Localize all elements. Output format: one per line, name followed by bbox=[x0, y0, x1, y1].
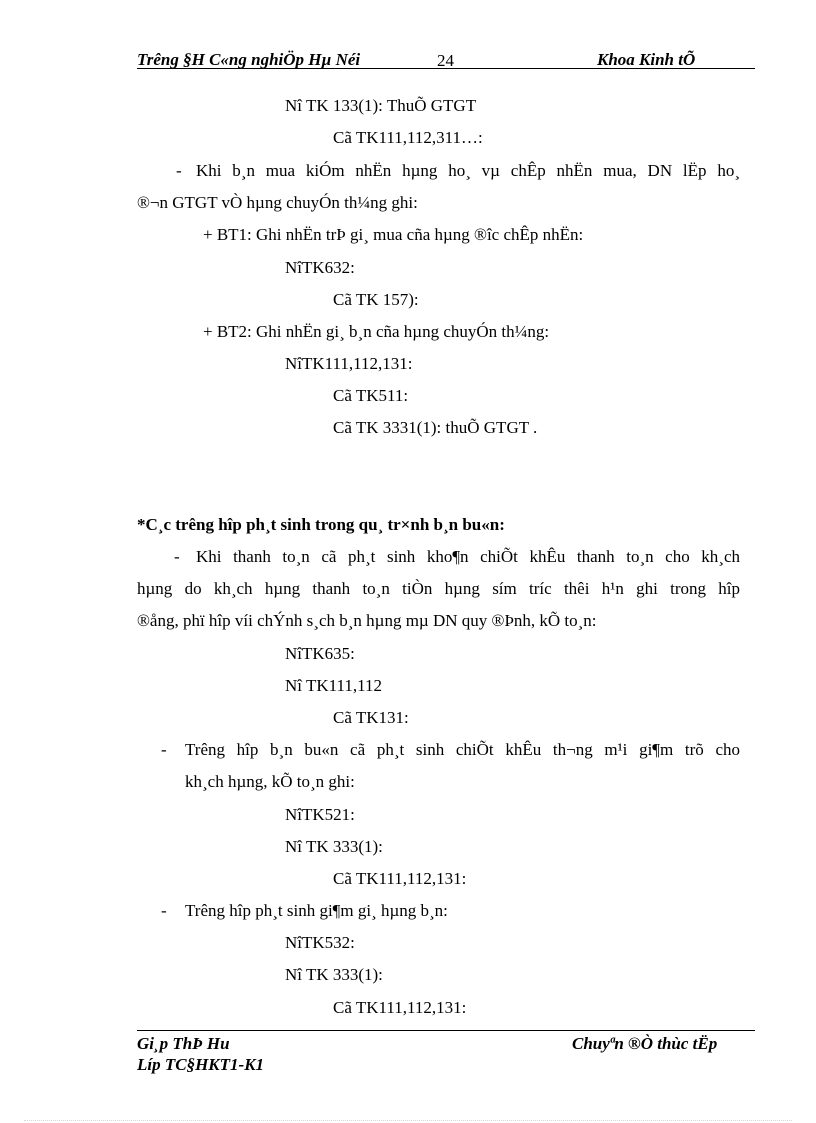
paragraph-line: Khi thanh to¸n cã ph¸t sinh kho¶n chiÕt khÊu thanh to¸n cho kh¸ch bbox=[196, 547, 740, 566]
paragraph-line: hµng do kh¸ch hµng thanh to¸n tiÒn hµng sím tríc thêi h¹n ghi trong hîp bbox=[137, 579, 740, 598]
header-school: Trêng §H C«ng nghiÖp Hµ Néi bbox=[137, 50, 361, 69]
page-number: 24 bbox=[437, 51, 454, 70]
footer-class: Líp TC§HKT1-K1 bbox=[137, 1055, 265, 1074]
entry-credit-511: Cã TK511: bbox=[333, 386, 409, 405]
footer-title: Chuyªn ®Ò thùc tËp bbox=[572, 1034, 718, 1053]
entry-debit-133: Nî TK 133(1): ThuÕ GTGT bbox=[285, 96, 477, 115]
bullet-dash: - bbox=[161, 740, 167, 759]
paragraph-line: ®¬n GTGT vÒ hµng chuyÓn th¼ng ghi: bbox=[137, 193, 418, 212]
entry-credit-131: Cã TK131: bbox=[333, 708, 409, 727]
footer-author: Gi¸p ThÞ Hu bbox=[137, 1034, 230, 1053]
entry-debit-532: NîTK532: bbox=[285, 933, 355, 952]
paragraph-line: Trêng hîp ph¸t sinh gi¶m gi¸ hµng b¸n: bbox=[185, 901, 448, 920]
bt2-label: + BT2: Ghi nhËn gi¸ b¸n cña hµng chuyÓn th¼ng: bbox=[203, 322, 550, 341]
entry-credit-111: Cã TK111,112,311…: bbox=[333, 128, 483, 147]
entry-debit-333: Nî TK 333(1): bbox=[285, 965, 383, 984]
section-heading: *C¸c trêng hîp ph¸t sinh trong qu¸ tr×nh b¸n bu«n: bbox=[137, 515, 505, 534]
page-bottom-border bbox=[24, 1120, 792, 1121]
footer-rule bbox=[137, 1030, 755, 1031]
paragraph-line: Khi b¸n mua kiÓm nhËn hµng ho¸ vµ chÊp nhËn mua, DN lËp ho¸ bbox=[196, 161, 740, 180]
entry-credit-3331: Cã TK 3331(1): thuÕ GTGT . bbox=[333, 418, 538, 437]
entry-debit-635: NîTK635: bbox=[285, 644, 355, 663]
entry-credit-111: Cã TK111,112,131: bbox=[333, 869, 467, 888]
entry-debit-632: NîTK632: bbox=[285, 258, 355, 277]
header-rule bbox=[137, 68, 755, 69]
entry-debit-333: Nî TK 333(1): bbox=[285, 837, 383, 856]
bullet-dash: - bbox=[161, 901, 167, 920]
entry-debit-111: NîTK111,112,131: bbox=[285, 354, 413, 373]
entry-debit-521: NîTK521: bbox=[285, 805, 355, 824]
bt1-label: + BT1: Ghi nhËn trÞ gi¸ mua cña hµng ®îc chÊp nhËn: bbox=[203, 225, 584, 244]
entry-debit-111: Nî TK111,112 bbox=[285, 676, 382, 695]
paragraph-line: kh¸ch hµng, kÕ to¸n ghi: bbox=[185, 772, 355, 791]
paragraph-line: Trêng hîp b¸n bu«n cã ph¸t sinh chiÕt khÊu th¬ng m¹i gi¶m trõ cho bbox=[185, 740, 740, 759]
entry-credit-157: Cã TK 157): bbox=[333, 290, 419, 309]
bullet-dash: - bbox=[174, 547, 180, 566]
paragraph-line: ®ång, phï hîp víi chÝnh s¸ch b¸n hµng mµ DN quy ®Þnh, kÕ to¸n: bbox=[137, 611, 597, 630]
header-faculty: Khoa Kinh tÕ bbox=[597, 50, 696, 69]
entry-credit-111: Cã TK111,112,131: bbox=[333, 998, 467, 1017]
bullet-dash: - bbox=[176, 161, 182, 180]
